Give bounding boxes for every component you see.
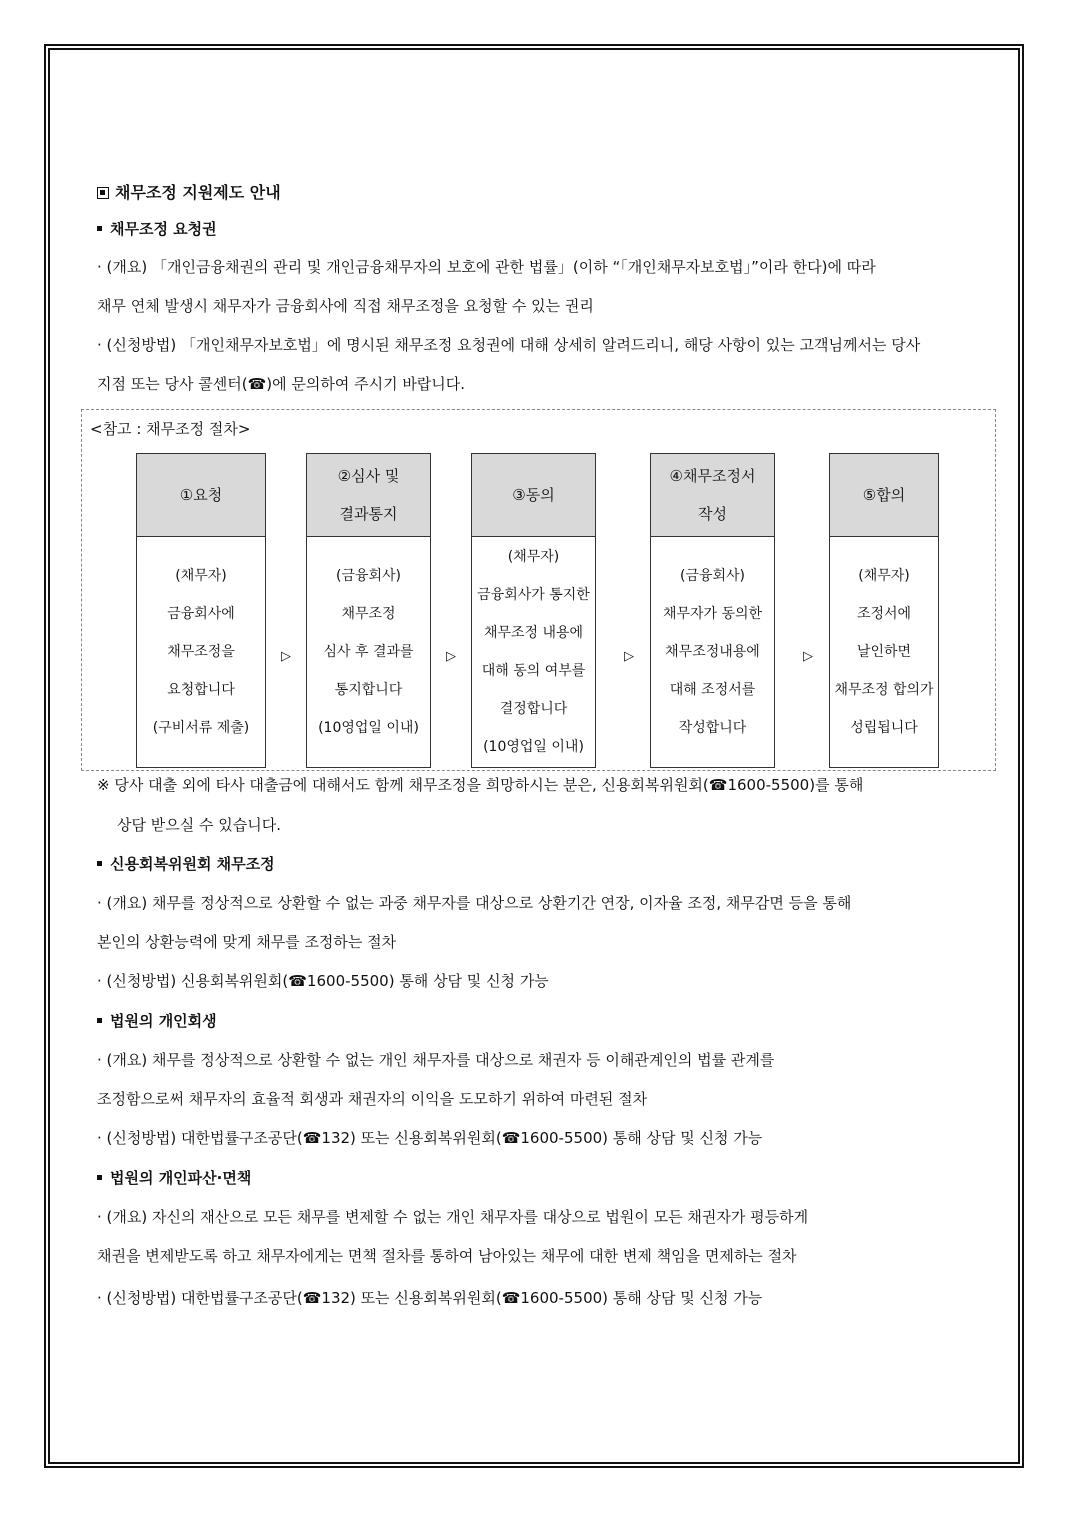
procedure-step-4 <box>650 453 775 768</box>
step-text: 대해 조정서를 <box>669 682 756 698</box>
section2-line-2: 본인의 상환능력에 맞게 채무를 조정하는 절차 <box>97 933 397 951</box>
section3-line-1: · (개요) 채무를 정상적으로 상환할 수 없는 개인 채무자를 대상으로 채권자 등 이해관계인의 법률 관계를 <box>97 1051 775 1069</box>
section3-line-2: 조정함으로써 채무자의 효율적 회생과 채권자의 이익을 도모하기 위하여 마련된 절차 <box>97 1090 648 1108</box>
bullet-icon <box>97 1175 102 1180</box>
step-header <box>137 454 265 537</box>
section3-line-3: · (신청방법) 대한법률구조공단(☎132) 또는 신용회복위원회(☎1600-5500) 통해 상담 및 신청 가능 <box>97 1129 763 1147</box>
bullet-icon <box>97 1018 102 1023</box>
step-text: 결정합니다 <box>499 701 568 717</box>
step-header <box>307 454 430 537</box>
step-text: (채무자) <box>175 568 227 584</box>
step-text: 조정서에 <box>856 606 912 622</box>
page-title: 채무조정 지원제도 안내 <box>97 183 281 203</box>
step-title: ①요청 <box>179 486 223 504</box>
section1-line-1: · (개요) 「개인금융채권의 관리 및 개인금융채무자의 보호에 관한 법률」(이하 “「개인채무자보호법」”이라 한다)에 따라 <box>97 258 876 276</box>
arrow-right-icon: ▷ <box>624 649 634 664</box>
section-heading-personal-bankruptcy: 법원의 개인파산·면책 <box>97 1168 251 1188</box>
step-text: 심사 후 결과를 <box>323 644 414 660</box>
step-text: (채무자) <box>858 568 910 584</box>
step-text: (금융회사) <box>335 568 402 584</box>
step-text: 금융회사에 <box>167 606 235 622</box>
step-text: 채무조정을 <box>167 644 235 660</box>
step-text: 작성합니다 <box>678 720 747 736</box>
step-description <box>137 537 265 767</box>
section1-line-3: · (신청방법) 「개인채무자보호법」에 명시된 채무조정 요청권에 대해 상세히 알려드리니, 해당 사항이 있는 고객님께서는 당사 <box>97 336 921 354</box>
step-text: 금융회사가 통지한 <box>477 587 590 603</box>
procedure-reference-title: <참고 : 채무조정 절차> <box>90 420 251 438</box>
section4-line-1: · (개요) 자신의 재산으로 모든 채무를 변제할 수 없는 개인 채무자를 대상으로 법원이 모든 채권자가 평등하게 <box>97 1208 809 1226</box>
note-line-2: 상담 받으실 수 있습니다. <box>117 816 281 834</box>
procedure-step-3 <box>471 453 596 768</box>
square-bullet-icon <box>97 187 109 199</box>
step-text: 채무조정 <box>341 606 396 622</box>
section-heading-credit-recovery: 신용회복위원회 채무조정 <box>97 854 275 874</box>
step-text: (채무자) <box>507 549 560 565</box>
section1-line-2: 채무 연체 발생시 채무자가 금융회사에 직접 채무조정을 요청할 수 있는 권리 <box>97 297 594 315</box>
step-title: ③동의 <box>512 486 555 504</box>
section-heading-personal-rehabilitation: 법원의 개인회생 <box>97 1011 217 1031</box>
step-title: ②심사 및 <box>337 467 400 485</box>
step-text: (10영업일 이내) <box>483 739 584 755</box>
step-text: 채무조정내용에 <box>665 644 760 660</box>
bullet-icon <box>97 226 102 231</box>
step-text: 채무조정 합의가 <box>834 682 934 698</box>
step-header <box>651 454 774 537</box>
section1-line-4: 지점 또는 당사 콜센터(☎)에 문의하여 주시기 바랍니다. <box>97 375 466 393</box>
step-description <box>307 537 430 767</box>
step-text: 채무조정 내용에 <box>483 625 584 641</box>
arrow-right-icon: ▷ <box>446 649 456 664</box>
section4-line-2: 채권을 변제받도록 하고 채무자에게는 면책 절차를 통하여 남아있는 채무에 대한 변제 책임을 면제하는 절차 <box>97 1247 797 1265</box>
step-text: (10영업일 이내) <box>318 720 419 736</box>
step-title: ④채무조정서 <box>669 467 756 485</box>
step-description <box>472 537 595 767</box>
step-title: 결과통지 <box>339 505 398 523</box>
procedure-step-2 <box>306 453 431 768</box>
section4-line-3: · (신청방법) 대한법률구조공단(☎132) 또는 신용회복위원회(☎1600-5500) 통해 상담 및 신청 가능 <box>97 1289 763 1307</box>
step-text: 요청합니다 <box>167 682 235 698</box>
step-description <box>651 537 774 767</box>
step-text: 성립됩니다 <box>850 720 918 736</box>
step-text: 통지합니다 <box>334 682 403 698</box>
step-text: 채무자가 동의한 <box>662 606 763 622</box>
bullet-icon <box>97 861 102 866</box>
section2-line-1: · (개요) 채무를 정상적으로 상환할 수 없는 과중 채무자를 대상으로 상환기간 연장, 이자율 조정, 채무감면 등을 통해 <box>97 894 852 912</box>
procedure-step-5 <box>829 453 939 768</box>
step-text: 대해 동의 여부를 <box>481 663 586 679</box>
step-text: (금융회사) <box>679 568 746 584</box>
step-description <box>830 537 938 767</box>
arrow-right-icon: ▷ <box>281 649 291 664</box>
note-line-1: ※ 당사 대출 외에 타사 대출금에 대해서도 함께 채무조정을 희망하시는 분은, 신용회복위원회(☎1600-5500)를 통해 <box>97 776 864 794</box>
step-title: ⑤합의 <box>862 486 906 504</box>
arrow-right-icon: ▷ <box>803 649 813 664</box>
step-text: 날인하면 <box>856 644 912 660</box>
step-header <box>830 454 938 537</box>
procedure-step-1 <box>136 453 266 768</box>
section-heading-debt-adjustment-request: 채무조정 요청권 <box>97 219 217 239</box>
section2-line-3: · (신청방법) 신용회복위원회(☎1600-5500) 통해 상담 및 신청 가능 <box>97 972 549 990</box>
step-title: 작성 <box>698 505 727 523</box>
step-text: (구비서류 제출) <box>152 720 250 736</box>
step-header <box>472 454 595 537</box>
